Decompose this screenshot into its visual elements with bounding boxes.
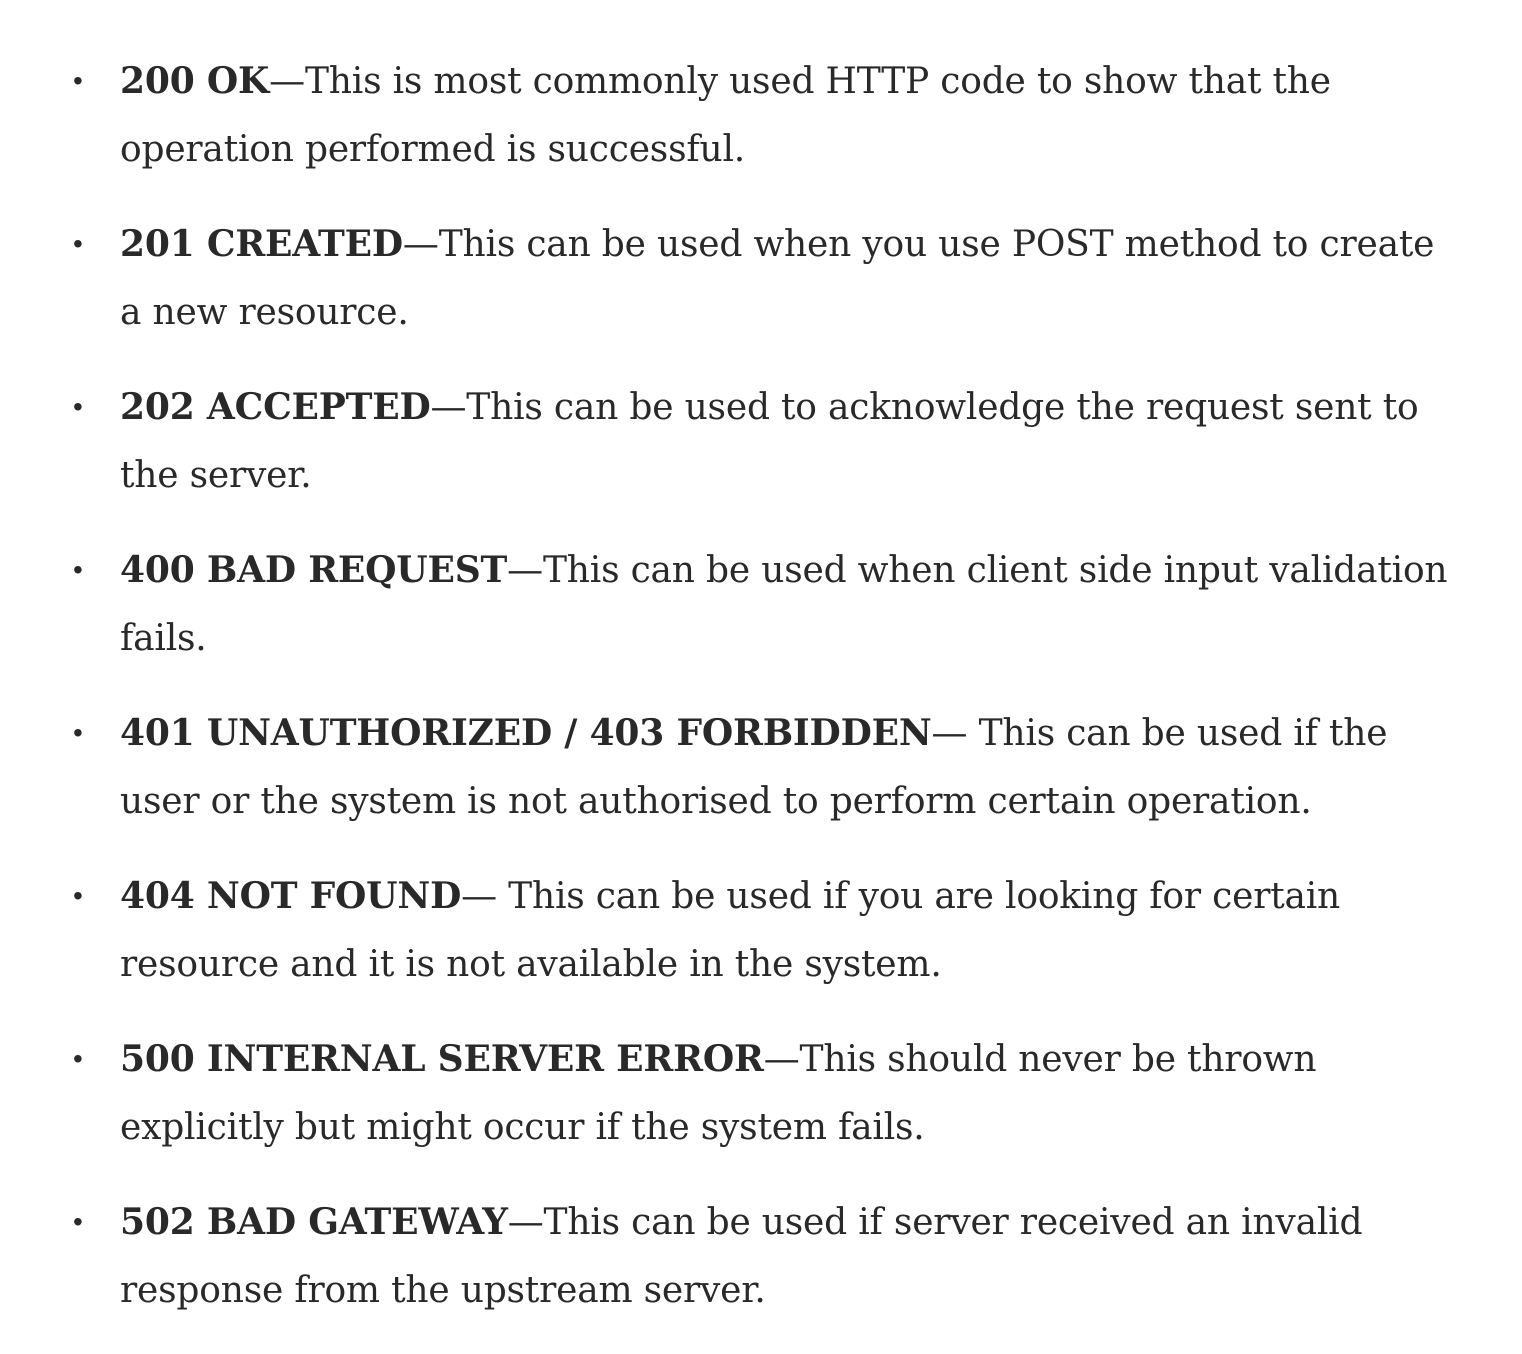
list-item-202 [0, 373, 1522, 510]
separator: — [430, 387, 467, 428]
bullet-icon: • [73, 1206, 83, 1237]
list-item-200 [0, 47, 1522, 184]
separator: — [269, 61, 305, 102]
separator: — [763, 1039, 800, 1080]
list-item-404 [0, 862, 1522, 999]
status-description: This can be used when client side input validation fails. [120, 550, 1448, 659]
status-code: 201 CREATED [120, 223, 403, 265]
bullet-icon: • [73, 717, 83, 748]
separator: — [402, 224, 439, 265]
bullet-icon: • [73, 880, 83, 911]
list-item-401-403 [0, 699, 1522, 836]
bullet-icon: • [73, 228, 83, 259]
separator: — [461, 876, 509, 917]
list-item-400 [0, 536, 1522, 673]
status-description: This is most commonly used HTTP code to show that the operation performed is successful. [120, 61, 1331, 170]
status-code: 404 NOT FOUND [120, 875, 462, 917]
list-item-201 [0, 210, 1522, 347]
separator: — [931, 713, 979, 754]
bullet-icon: • [73, 391, 83, 422]
status-code: 400 BAD REQUEST [120, 549, 508, 591]
list-item-502 [0, 1188, 1522, 1325]
bullet-icon: • [73, 554, 83, 585]
status-code: 202 ACCEPTED [120, 386, 431, 428]
status-description: This can be used if you are looking for certain resource and it is not available in the system. [120, 876, 1341, 985]
status-code: 200 OK [120, 60, 270, 102]
status-description: This can be used to acknowledge the request sent to the server. [120, 387, 1419, 496]
status-code: 500 INTERNAL SERVER ERROR [120, 1038, 764, 1080]
list-item-500 [0, 1025, 1522, 1162]
status-description: This can be used if server received an invalid response from the upstream server. [120, 1202, 1363, 1311]
status-code: 401 UNAUTHORIZED / 403 FORBIDDEN [120, 712, 932, 754]
status-description: This can be used when you use POST method to create a new resource. [120, 224, 1435, 333]
bullet-icon: • [73, 65, 83, 96]
separator: — [507, 550, 543, 591]
status-code: 502 BAD GATEWAY [120, 1201, 508, 1243]
status-description: This should never be thrown explicitly but might occur if the system fails. [120, 1039, 1317, 1148]
status-description: This can be used if the user or the system is not authorised to perform certain operation. [120, 713, 1388, 822]
status-code-list [0, 47, 1522, 1351]
separator: — [507, 1202, 544, 1243]
bullet-icon: • [73, 1043, 83, 1074]
